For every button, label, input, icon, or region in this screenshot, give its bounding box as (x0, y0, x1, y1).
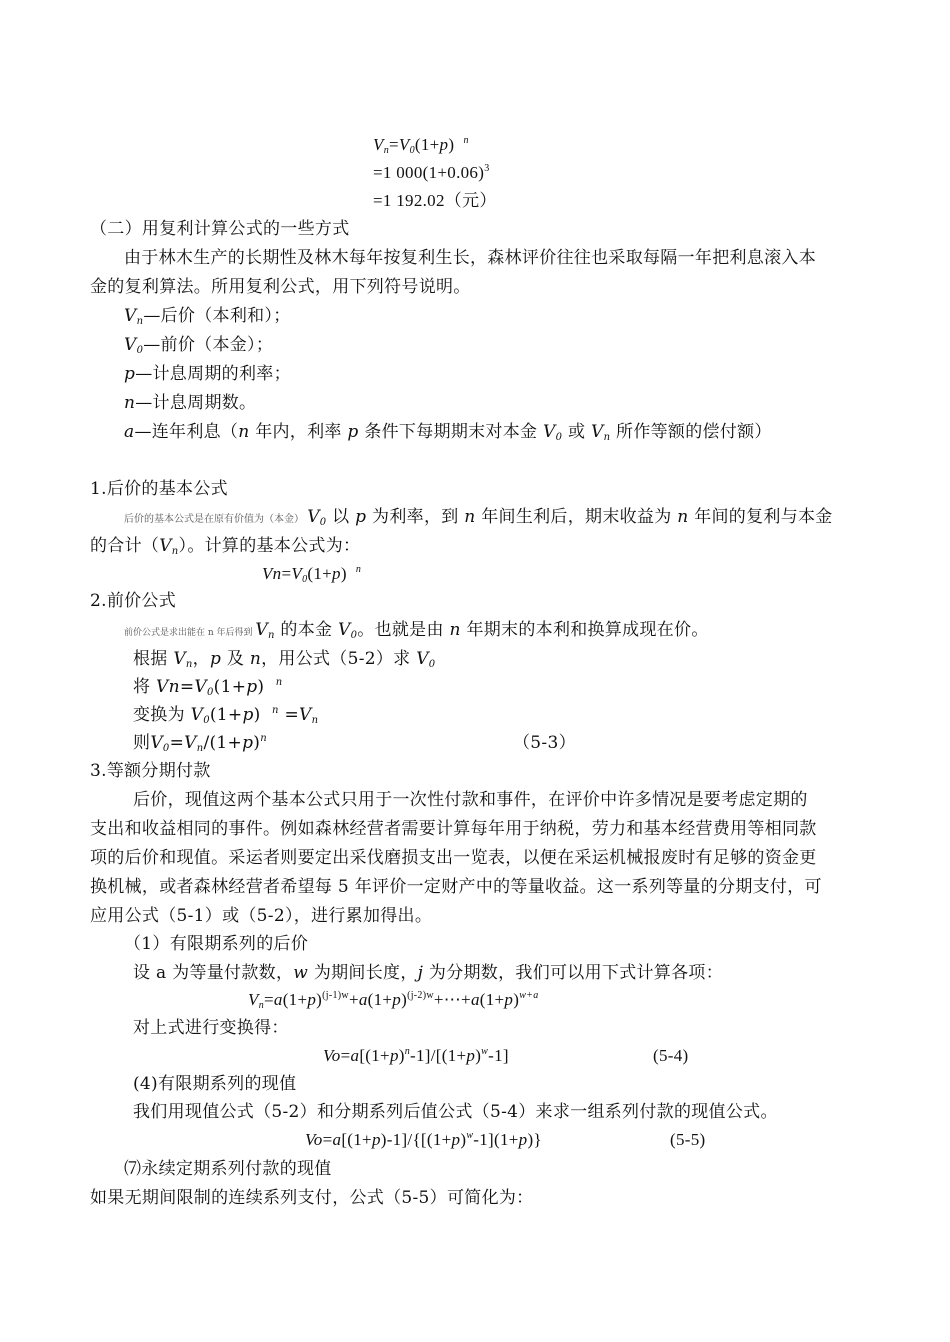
equation-number-5-4: (5-4) (653, 1046, 689, 1065)
future-value-text-line-2: 的合计$(V_n)$。计算的基本公式为： (90, 536, 361, 557)
finite-future-definition: 设 a 为等量付款数，w 为期间长度，j 为分期数，我们可以用下式计算各项： (133, 963, 724, 983)
installments-paragraph-line-4: 换机械，或者森林经营者希望每 5 年评价一定财产中的等量收益。这一系列等量的分期支付，可 (90, 877, 822, 897)
subheading-finite-present: (4)有限期系列的现值 (133, 1074, 297, 1094)
installments-paragraph-line-1: 后价，现值这两个基本公式只用于一次性付款和事件，在评价中许多情况是要考虑定期的 (133, 790, 808, 810)
formula-5-5: $Vo=a[(1+p)-1]/\{[(1+p)^w-1](1+p)\}$ (305, 1130, 542, 1149)
heading-installments: 3.等额分期付款 (90, 761, 211, 781)
heading-future-value: 1.后价的基本公式 (90, 479, 228, 499)
formula-series-future: $V_n=a(1+p)^{(j-1)w}+a(1+p)^{(j-2)w}+\cdots+a(1+p)^{w+a}$ (248, 990, 539, 1011)
equation-number-5-3: （5-3） (513, 733, 576, 753)
symbol-v0: $V_0—$前价（本金）； (124, 335, 274, 356)
intro-paragraph-line-2: 金的复利算法。所用复利公式，用下列符号说明。 (90, 277, 471, 297)
perpetual-text: 如果无期间限制的连续系列支付，公式（5-5）可简化为： (90, 1188, 534, 1208)
symbol-p: p—计息周期的利率； (124, 364, 291, 384)
present-value-step-2: 将 $Vn=V_0(1+p)$ $^n$ (133, 677, 283, 698)
heading-present-value: 2.前价公式 (90, 591, 177, 611)
installments-paragraph-line-5: 应用公式（5-1）或（5-2），进行累加得出。 (90, 906, 433, 926)
present-value-text: 前价公式是求出能在 n 年后得到 $V_n$ 的本金 $V_0$。也就是由 n 年期末的本利和换算成现在价。 (124, 620, 709, 641)
installments-paragraph-line-3: 项的后价和现值。采运者则要定出采伐磨损支出一览表，以便在采运机械报废时有足够的资金更 (90, 848, 817, 868)
subheading-finite-future: （1）有限期系列的后价 (124, 934, 309, 954)
symbol-vn: $V_n—$后价（本利和）； (124, 306, 291, 327)
formula-future-value: $Vn=V_0(1+p)$ $^n$ (262, 564, 362, 585)
formula-5-4: $Vo=a[(1+p)^n-1]/[(1+p)^w-1]$ (323, 1046, 509, 1065)
present-value-step-3: 变换为 $V_0(1+p)$ $^n =V_n$ (133, 705, 319, 726)
example-formula-line-1: $V_n=V_0(1+p)$ $^n$ (373, 135, 469, 156)
section-heading: （二）用复利计算公式的一些方式 (90, 219, 350, 239)
subheading-perpetual: ⑺永续定期系列付款的现值 (124, 1159, 332, 1179)
symbol-a: a—连年利息（n 年内，利率 p 条件下每期期末对本金 $V_0$ 或 $V_n$ 所作等额的偿付额） (124, 422, 772, 443)
present-value-formula: 则$V_0=V_n/(1+p)^n$ (133, 733, 267, 754)
example-formula-line-3: =1 192.02（元） (373, 191, 497, 210)
equation-number-5-5: (5-5) (670, 1130, 706, 1149)
symbol-n: n—计息周期数。 (124, 393, 257, 413)
installments-paragraph-line-2: 支出和收益相同的事件。例如森林经营者需要计算每年用于纳税，劳力和基本经营费用等相同款 (90, 819, 817, 839)
transform-text: 对上式进行变换得： (133, 1018, 289, 1038)
finite-present-text: 我们用现值公式（5-2）和分期系列后值公式（5-4）来求一组系列付款的现值公式。 (133, 1102, 778, 1122)
intro-paragraph-line-1: 由于林木生产的长期性及林木每年按复利生长，森林评价往往也采取每隔一年把利息滚入本 (124, 248, 816, 268)
example-formula-line-2: =1 $000(1+0.06)^3$ (373, 163, 490, 182)
future-value-text-line-1: 后价的基本公式是在原有价值为（本金） $V_0$ 以 p 为利率，到 n 年间生利后，期末收益为 n 年间的复利与本金 (124, 507, 833, 528)
present-value-step-1: 根据 $V_n$，p 及 n，用公式（5-2）求 $V_0$ (133, 649, 436, 670)
